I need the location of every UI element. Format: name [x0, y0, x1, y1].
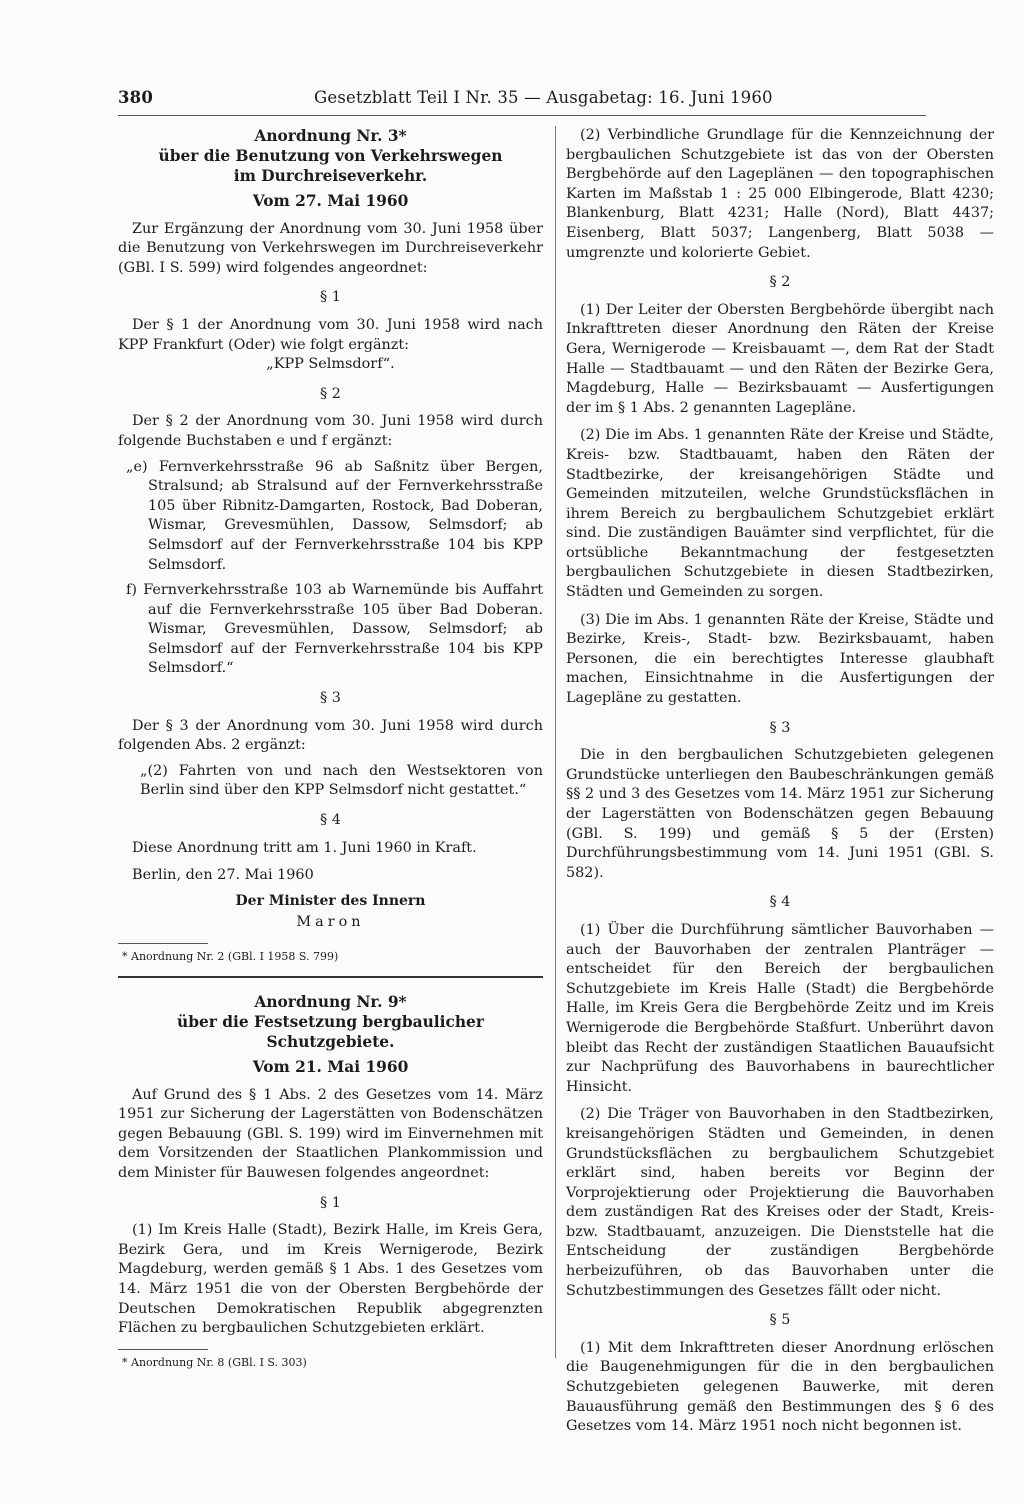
section-heading: § 4: [769, 894, 791, 911]
ordinance-3-subtitle-1: über die Benutzung von Verkehrswegen: [158, 147, 503, 165]
header-rule: [118, 115, 926, 116]
section-heading: § 3: [769, 719, 791, 736]
footnote-rule: [118, 1349, 208, 1350]
section-heading: § 1: [320, 1194, 341, 1211]
section-paragraph: Diese Anordnung tritt am 1. Juni 1960 in Kraft.: [132, 839, 477, 856]
list-item-f: f) Fernverkehrsstraße 103 ab Warnemünde bis Auffahrt auf die Fernverkehrsstraße 105 über Bad Doberan. Wismar, Grevesmühlen, Dassow, Selmsdorf; ab Selmsdorf auf der Fernverkehrsstraße 104 bis KPP Selmsdorf.“: [126, 582, 543, 677]
footnote-rule: [118, 943, 208, 944]
left-column: [118, 126, 543, 1370]
ordinance-9-subtitle: über die Festsetzung bergbaulicher Schutzgebiete.: [177, 1013, 484, 1051]
section-heading: § 5: [769, 1312, 791, 1329]
page-header: [118, 88, 778, 112]
ordinance-3-title: Anordnung Nr. 3*: [254, 127, 407, 145]
section-paragraph: (1) Mit dem Inkrafttreten dieser Anordnung erlöschen die Baugenehmigungen für die in den bergbaulichen Schutzgebieten gelegenen Bauwerke, mit deren Bauausführung gemäß den Bestimmungen des § 6 des Gesetzes vom 14. März 1951 noch nicht begonnen ist.: [566, 1339, 994, 1435]
signer-title: Der Minister des Innern: [235, 892, 426, 909]
ordinance-3-subtitle-2: im Durchreiseverkehr.: [233, 167, 428, 185]
section-paragraph: (2) Verbindliche Grundlage für die Kennzeichnung der bergbaulichen Schutzgebiete ist das von der Obersten Bergbehörde auf den Lageplänen — den topographischen Karten im Maßstab 1 : 25 000 Elbingerode, Blatt 4230; Blankenburg, Blatt 4231; Halle (Nord), Blatt 4437; Eisenberg, Blatt 5037; Langenberg, Blatt 5038 — umgrenzte und kolorierte Gebiet.: [566, 127, 994, 261]
ordinance-9-date: Vom 21. Mai 1960: [252, 1058, 409, 1076]
right-column: [566, 126, 994, 1437]
footnote: * Anordnung Nr. 2 (GBl. I 1958 S. 799): [122, 950, 339, 963]
ordinance-9-title: Anordnung Nr. 9*: [254, 993, 407, 1011]
section-paragraph: (2) Die im Abs. 1 genannten Räte der Kreise und Städte, Kreis- bzw. Stadtbauamt, haben den Räten der Stadtbezirke, der kreisangehörigen Städte und Gemeinden mitzuteilen, welche Grundstücksflächen in ihrem Bereich zu bergbaulichem Schutzgebiet erklärt sind. Die zuständigen Bauämter sind verpflichtet, für die ortsübliche Bekanntmachung der festgesetzten bergbaulichen Schutzgebiete in diesen Stadtbezirken, Städten und Gemeinden zu sorgen.: [566, 427, 994, 601]
ordinance-3-date: Vom 27. Mai 1960: [252, 192, 409, 210]
section-heading: § 2: [320, 385, 341, 402]
section-paragraph: (2) Die Träger von Bauvorhaben in den Stadtbezirken, kreisangehörigen Städten und Gemeinden, in denen Grundstücksflächen zu bergbaulichem Schutzgebiet erklärt sind, haben bereits vor Beginn der Vorprojektierung oder Projektierung die Bauvorhaben dem zuständigen Rat des Kreises oder der Stadt, Kreis- bzw. Stadtbauamt, anzuzeigen. Die Dienststelle hat die Entscheidung der zuständigen Bergbehörde herbeizuführen, ob das Bauvorhaben unter die Schutzbestimmungen des Gesetzes fällt oder nicht.: [566, 1106, 994, 1299]
section-heading: § 1: [320, 289, 341, 306]
footnote: * Anordnung Nr. 8 (GBl. I S. 303): [122, 1355, 307, 1369]
section-paragraph: (1) Der Leiter der Obersten Bergbehörde übergibt nach Inkrafttreten dieser Anordnung den Räten der Kreise Gera, Wernigerode — Kreisbauamt —, dem Rat der Stadt Halle — Stadtbauamt — und den Räten der Bezirke Gera, Magdeburg, Halle — Bezirksbauamt — Ausfertigungen der im § 1 Abs. 2 genannten Lagepläne.: [566, 301, 994, 416]
signer-name: Maron: [296, 914, 365, 931]
section-quote: „KPP Selmsdorf“.: [266, 356, 395, 373]
section-paragraph: Die in den bergbaulichen Schutzgebieten gelegenen Grundstücke unterliegen den Baubeschränkungen gemäß §§ 2 und 3 des Gesetzes vom 14. März 1951 zur Sicherung der Lagerstätten von Bodenschätzen gegen Bebauung (GBl. S. 199) und gemäß § 5 der (Ersten) Durchführungsbestimmung vom 14. Juni 1951 (GBl. S. 582).: [566, 747, 994, 881]
section-paragraph: Der § 1 der Anordnung vom 30. Juni 1958 wird nach KPP Frankfurt (Oder) wie folgt ergänzt:: [118, 316, 543, 353]
list-item-e: „e) Fernverkehrsstraße 96 ab Saßnitz über Bergen, Stralsund; ab Stralsund auf der Fernverkehrsstraße 105 über Ribnitz-Damgarten, Rostock, Bad Doberan, Wismar, Grevesmühlen, Dassow, Selmsdorf; ab Selmsdorf auf der Fernverkehrsstraße 104 bis KPP Selmsdorf.: [126, 458, 543, 573]
section-paragraph: (3) Die im Abs. 1 genannten Räte der Kreise, Städte und Bezirke, Kreis-, Stadt- bzw. Bezirksbauamt, haben Personen, die ein berechtigtes Interesse glaubhaft machen, Einsichtnahme in die Ausfertigungen der Lagepläne zu gestatten.: [566, 611, 994, 707]
section-paragraph: Der § 3 der Anordnung vom 30. Juni 1958 wird durch folgenden Abs. 2 ergänzt:: [118, 717, 543, 754]
section-paragraph: (1) Im Kreis Halle (Stadt), Bezirk Halle, im Kreis Gera, Bezirk Gera, und im Kreis Wernigerode, Bezirk Magdeburg, werden gemäß § 1 Abs. 1 des Gesetzes vom 14. März 1951 die von der Obersten Bergbehörde der Deutschen Demokratischen Republik abgegrenzten Flächen zu bergbaulichen Schutzgebieten erklärt.: [118, 1222, 543, 1337]
section-quote: „(2) Fahrten von und nach den Westsektoren von Berlin sind über den KPP Selmsdorf nicht gestattet.“: [140, 762, 543, 799]
section-heading: § 3: [320, 690, 341, 707]
section-heading: § 2: [769, 274, 791, 291]
place-date: Berlin, den 27. Mai 1960: [132, 867, 314, 884]
column-divider: [555, 126, 556, 1358]
running-title: Gesetzblatt Teil I Nr. 35 — Ausgabetag: 16. Juni 1960: [314, 88, 773, 107]
ordinance-3-intro: Zur Ergänzung der Anordnung vom 30. Juni 1958 über die Benutzung von Verkehrswegen im Durchreiseverkehr (GBl. I S. 599) wird folgendes angeordnet:: [118, 220, 543, 276]
section-separator: [118, 976, 543, 978]
section-heading: § 4: [320, 812, 341, 829]
section-paragraph: Der § 2 der Anordnung vom 30. Juni 1958 wird durch folgende Buchstaben e und f ergänzt:: [118, 413, 543, 449]
section-paragraph: (1) Über die Durchführung sämtlicher Bauvorhaben — auch der Bauvorhaben der zentralen Planträger — entscheidet für den Bereich der bergbaulichen Schutzgebiete im Kreis Halle (Stadt) die Bergbehörde Halle, im Kreis Gera die Bergbehörde Zeitz und im Kreis Wernigerode die Bergbehörde Staßfurt. Unberührt davon bleibt das Recht der zuständigen Staatlichen Bauaufsicht zur Nachprüfung des Bauvorhabens in baurechtlicher Hinsicht.: [566, 921, 994, 1095]
page-number: 380: [118, 88, 154, 107]
ordinance-9-intro: Auf Grund des § 1 Abs. 2 des Gesetzes vom 14. März 1951 zur Sicherung der Lagerstätten von Bodenschätzen gegen Bebauung (GBl. S. 199) wird im Einvernehmen mit dem Vorsitzenden der Staatlichen Plankommission und dem Minister für Bauwesen folgendes angeordnet:: [118, 1086, 543, 1181]
